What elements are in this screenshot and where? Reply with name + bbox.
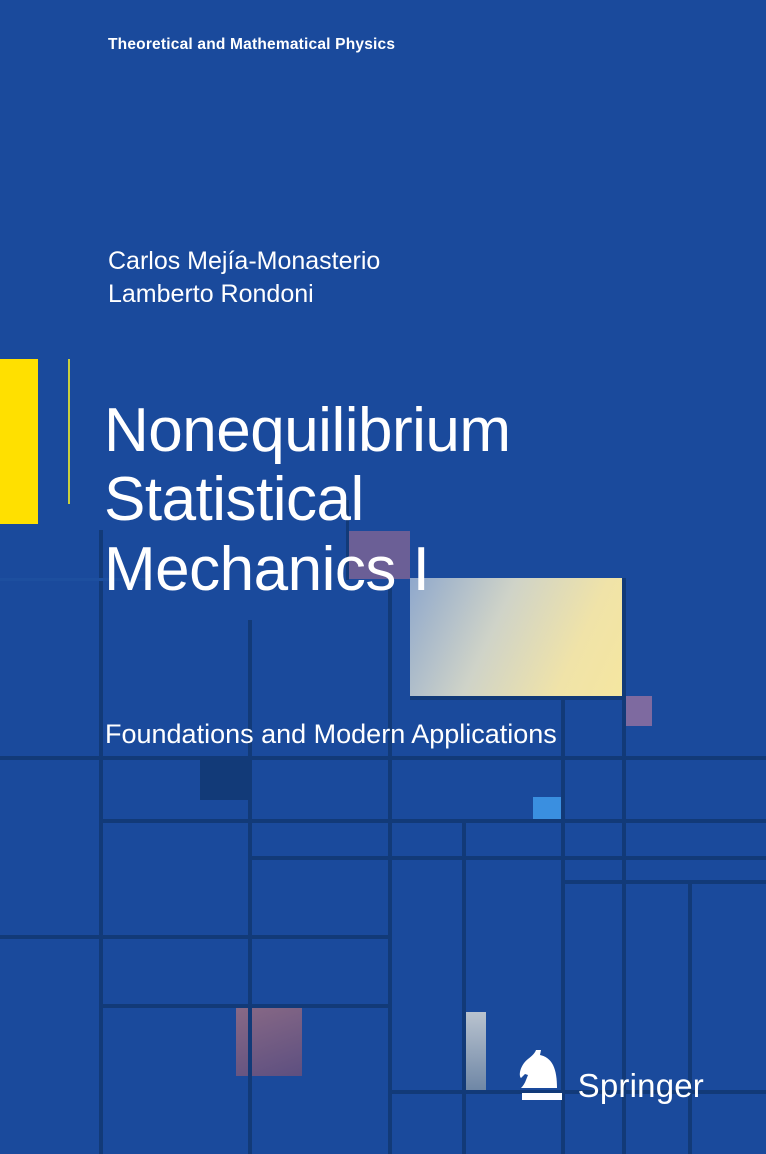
grid-line-h-6: [99, 1004, 392, 1008]
grid-line-v-1: [99, 530, 103, 1154]
series-title: Theoretical and Mathematical Physics: [108, 36, 396, 53]
publisher-logo: [516, 1046, 704, 1104]
accent-block: [0, 359, 38, 524]
title-divider-rule: [68, 359, 70, 504]
author-list: [108, 245, 380, 311]
bg-block-violet-2: [622, 696, 652, 726]
grid-line-h-5: [561, 880, 766, 884]
publisher-name: Springer: [577, 1067, 704, 1104]
bg-block-dark-1: [200, 756, 248, 800]
bg-block-cyan: [533, 797, 561, 819]
book-title-line: Nonequilibrium: [104, 396, 511, 465]
grid-line-h-8: [410, 696, 626, 700]
grid-line-h-4: [0, 935, 392, 939]
grid-line-v-2: [248, 620, 252, 1154]
book-title-line: Mechanics I: [104, 534, 430, 604]
grid-line-h-3: [248, 856, 766, 860]
grid-line-v-3: [388, 578, 392, 1154]
book-subtitle: Foundations and Modern Applications: [105, 719, 557, 749]
book-title-line: Statistical: [104, 465, 364, 535]
author-name: Carlos Mejía-Monasterio: [108, 247, 381, 275]
author-name: Lamberto Rondoni: [108, 280, 314, 308]
grid-line-v-7: [688, 880, 692, 1154]
grid-line-h-1: [0, 756, 766, 760]
knight-chess-icon: [516, 1046, 568, 1104]
book-title: [104, 396, 704, 604]
grid-line-h-2: [99, 819, 766, 823]
grid-line-v-4: [462, 819, 466, 1154]
bg-block-mauve: [236, 1004, 302, 1076]
